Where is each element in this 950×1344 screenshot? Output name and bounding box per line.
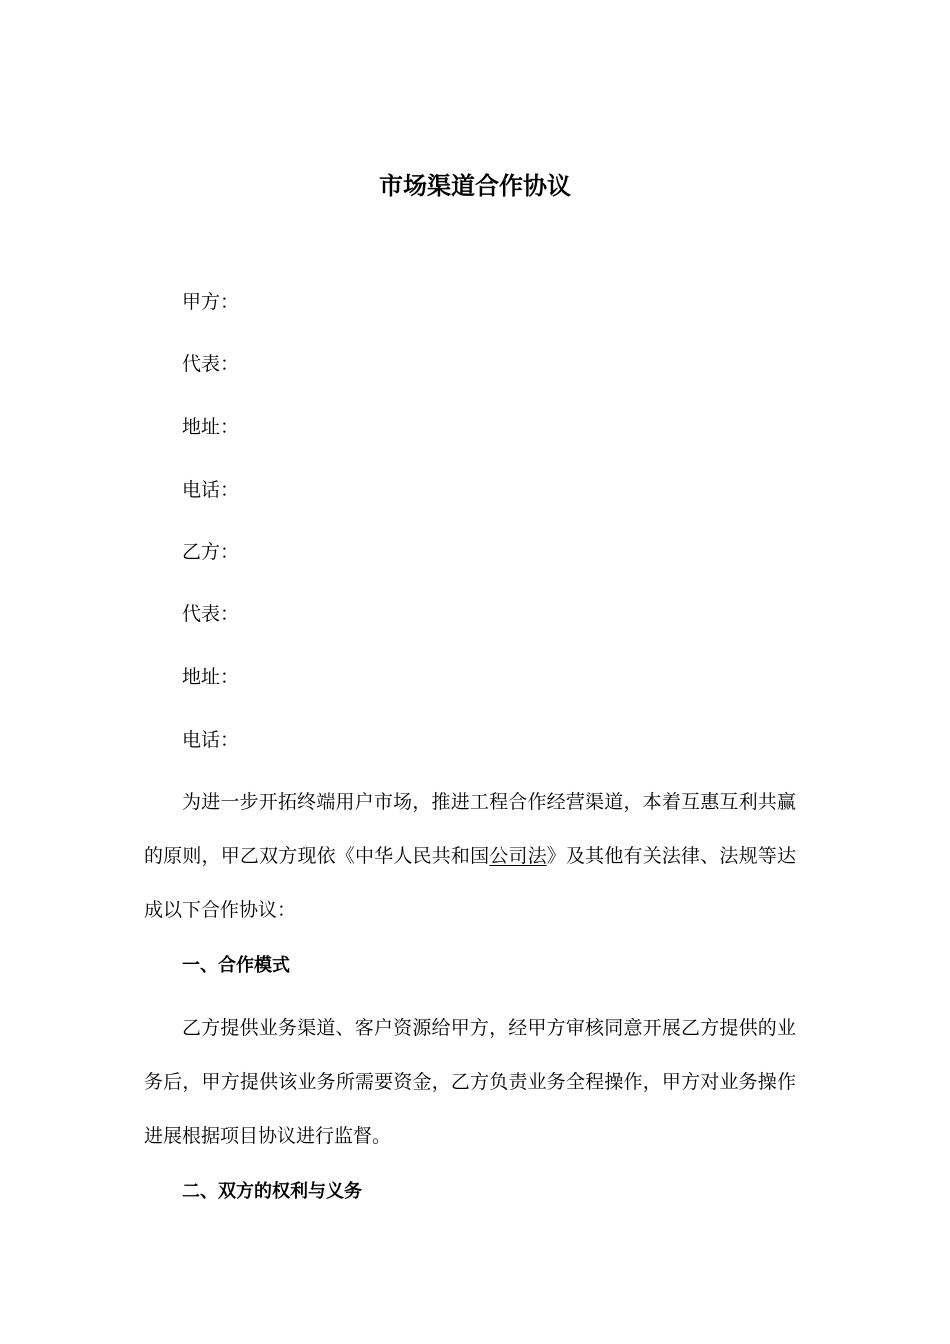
party-b-address-label: 地址： xyxy=(182,666,240,688)
party-a-phone-label: 电话： xyxy=(182,479,240,501)
preamble-text-end: 》及其他有关法律、法规等达成以下合作协议： xyxy=(144,845,796,921)
preamble-paragraph xyxy=(144,775,796,937)
party-a-representative-label: 代表： xyxy=(182,353,240,375)
party-b-representative-label: 代表： xyxy=(182,603,240,625)
section-2-heading: 二、双方的权利与义务 xyxy=(182,1181,362,1202)
party-a-name-label: 甲方： xyxy=(182,291,240,313)
page-title: 市场渠道合作协议 xyxy=(379,172,571,200)
preamble-text-start: 为进一步开拓终端用户市场，推进工程合作经营渠道，本着互惠互利共赢的原则，甲乙双方现依《中华人民共和国 xyxy=(144,791,796,867)
company-law-link[interactable]: 公司法 xyxy=(489,845,547,867)
party-b-name-label: 乙方： xyxy=(182,541,240,563)
section-1-body: 乙方提供业务渠道、客户资源给甲方，经甲方审核同意开展乙方提供的业务后，甲方提供该业务所需要资金，乙方负责业务全程操作，甲方对业务操作进展根据项目协议进行监督。 xyxy=(144,1017,796,1147)
section-1-heading: 一、合作模式 xyxy=(182,955,290,976)
party-b-phone-label: 电话： xyxy=(182,729,240,751)
party-a-address-label: 地址： xyxy=(182,416,240,438)
